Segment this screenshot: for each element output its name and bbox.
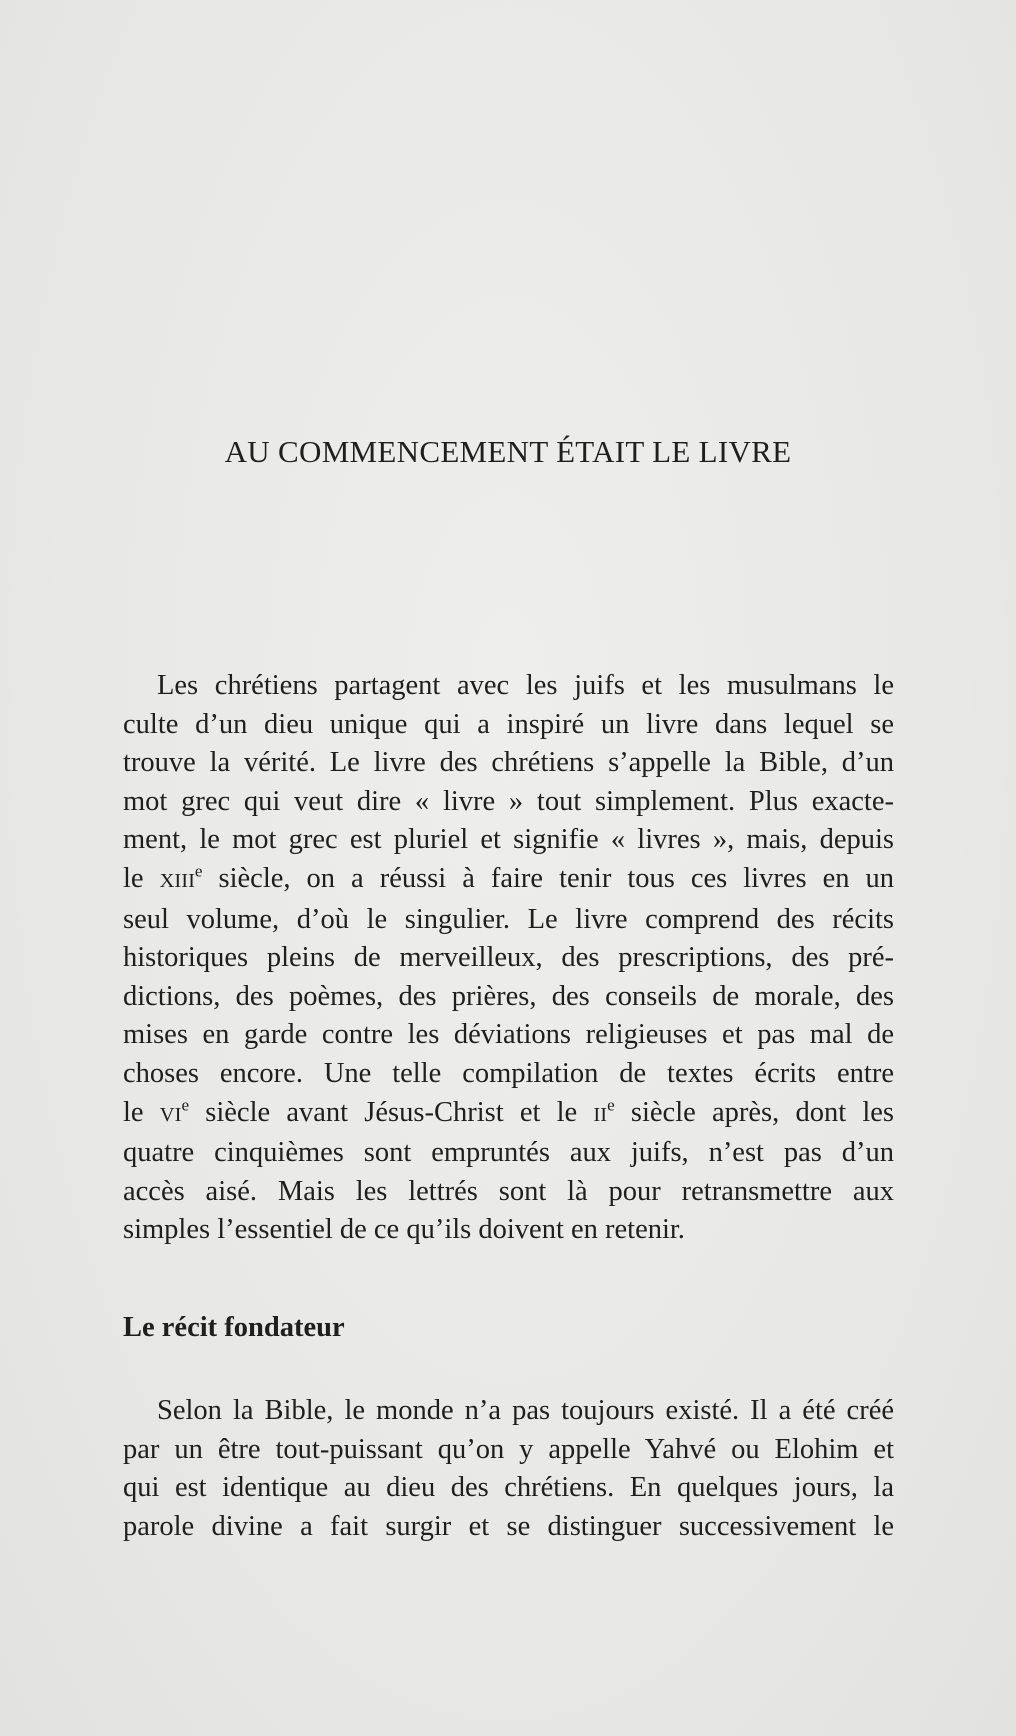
roman-numeral: VI [159, 1103, 182, 1126]
section-heading: Le récit fondateur [123, 1312, 345, 1343]
text-line: ment, le mot grec est pluriel et signifie « livres », mais, depuis [123, 824, 894, 856]
text-line: parole divine a fait surgir et se distinguer successivement le [123, 1510, 894, 1542]
text-line: quatre cinquièmes sont empruntés aux juifs, n’est pas d’un [123, 1137, 894, 1169]
ordinal-suffix: e [194, 861, 203, 881]
text-line: qui est identique au dieu des chrétiens. En quelques jours, la [123, 1472, 894, 1504]
ordinal-suffix: e [607, 1095, 615, 1115]
text-line: Les chrétiens partagent avec les juifs et les musulmans le [157, 670, 894, 701]
text-fragment: le [123, 1096, 160, 1128]
roman-numeral: II [593, 1103, 608, 1126]
text-line: Selon la Bible, le monde n’a pas toujours existé. Il a été créé [157, 1395, 894, 1426]
intro-paragraph [123, 667, 894, 1250]
text-line: mot grec qui veut dire « livre » tout simplement. Plus exacte- [123, 785, 894, 817]
text-line: choses encore. Une telle compilation de textes écrits entre [123, 1057, 894, 1089]
chapter-title: AU COMMENCEMENT ÉTAIT LE LIVRE [224, 434, 792, 469]
text-line-centuries [123, 1094, 894, 1135]
text-line: simples l’essentiel de ce qu’ils doivent en retenir. [123, 1214, 685, 1246]
text-fragment: siècle après, dont les [614, 1096, 894, 1128]
section-paragraph [123, 1392, 894, 1546]
text-line: seul volume, d’où le singulier. Le livre comprend des récits [123, 903, 894, 935]
text-line-century [123, 860, 894, 901]
ordinal-suffix: e [181, 1095, 190, 1115]
text-fragment: siècle avant Jésus-Christ et le [189, 1096, 594, 1128]
text-line: dictions, des poèmes, des prières, des conseils de morale, des [123, 980, 894, 1012]
text-fragment: le [123, 862, 160, 894]
text-line: mises en garde contre les déviations religieuses et pas mal de [123, 1019, 894, 1051]
text-line: culte d’un dieu unique qui a inspiré un livre dans lequel se [123, 708, 894, 740]
text-line: trouve la vérité. Le livre des chrétiens s’appelle la Bible, d’un [123, 747, 894, 779]
text-fragment: siècle, on a réussi à faire tenir tous ces livres en un [202, 862, 894, 894]
roman-numeral: XIII [159, 869, 195, 892]
text-line: historiques pleins de merveilleux, des prescriptions, des pré- [123, 942, 894, 974]
text-line: par un être tout-puissant qu’on y appelle Yahvé ou Elohim et [123, 1433, 894, 1465]
text-line: accès aisé. Mais les lettrés sont là pour retransmettre aux [123, 1175, 894, 1207]
